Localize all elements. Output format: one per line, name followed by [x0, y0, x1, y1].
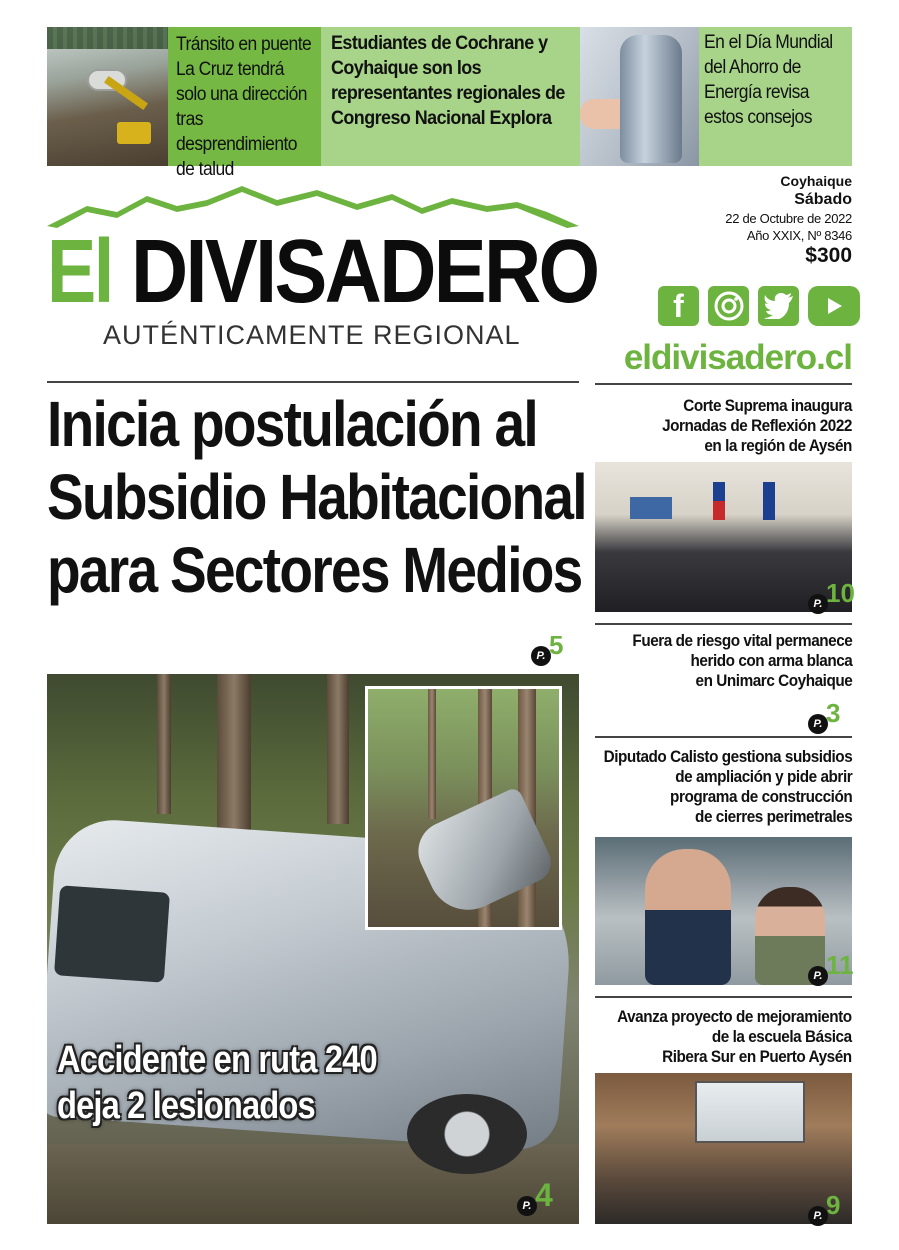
main-headline-line-1: Inicia postulación al — [47, 388, 537, 460]
social-links — [658, 286, 860, 326]
dateline-day: Sábado — [794, 191, 852, 208]
tree-trunk — [428, 689, 436, 819]
dateline-city: Coyhaique — [780, 173, 852, 189]
side-story-3-line-2: de ampliación y pide abrir — [674, 767, 852, 786]
side-story-3-headline[interactable] — [603, 747, 852, 827]
teaser-1-text: Tránsito en puente La Cruz tendrá solo una dirección tras desprendimiento de talud — [176, 34, 312, 180]
website-link[interactable]: eldivisadero.cl — [623, 338, 852, 377]
teaser-1[interactable] — [168, 27, 321, 180]
dateline-date: 22 de Octubre de 2022 — [725, 211, 852, 226]
dateline — [725, 172, 852, 268]
side-story-2-headline[interactable] — [632, 631, 852, 691]
divider-side-3 — [595, 736, 852, 738]
teaser-2[interactable] — [321, 27, 580, 166]
page-badge-icon: P. — [531, 646, 551, 666]
side-story-2-line-3: en Unimarc Coyhaique — [695, 671, 852, 690]
page-badge-icon: P. — [808, 714, 828, 734]
logo-el: El — [47, 222, 112, 322]
side-story-1-headline[interactable] — [662, 396, 852, 456]
divider-main — [47, 381, 579, 383]
page-number: 11 — [826, 950, 854, 980]
side-story-3-line-4: de cierres perimetrales — [694, 807, 852, 826]
kettle-shape — [620, 35, 682, 163]
page-number: 3 — [826, 698, 841, 728]
car-wheel-shape — [407, 1094, 527, 1174]
page-badge-icon: P. — [808, 1206, 828, 1226]
accident-inset-photo[interactable] — [365, 686, 562, 930]
page-number: 5 — [549, 630, 564, 660]
tree-trunk — [327, 674, 349, 824]
regional-flag-shape — [763, 482, 775, 520]
tree-trunk — [157, 674, 171, 814]
side-story-1-line-1: Corte Suprema inaugura — [683, 396, 852, 415]
divider-side-2 — [595, 623, 852, 625]
tagline: AUTÉNTICAMENTE REGIONAL — [103, 320, 521, 350]
photo-headline-line-2: deja 2 lesionados — [57, 1085, 315, 1127]
side-story-4-line-2: de la escuela Básica — [712, 1027, 852, 1046]
side-story-4-line-3: Ribera Sur en Puerto Aysén — [662, 1047, 852, 1066]
chile-flag-shape — [713, 482, 725, 520]
page-number: 9 — [826, 1190, 841, 1220]
main-headline[interactable] — [47, 388, 597, 607]
teaser-2-text: Estudiantes de Cochrane y Coyhaique son los representantes regionales de Congreso Nacional Explora — [331, 32, 565, 129]
side-story-2-page-ref — [808, 700, 840, 734]
side-story-4-line-1: Avanza proyecto de mejoramiento — [617, 1007, 852, 1026]
excavator-shape — [117, 122, 151, 144]
photo-headline[interactable] — [57, 1037, 377, 1129]
trees-decoration — [47, 27, 168, 49]
main-story-page-ref — [531, 632, 563, 666]
teaser-3[interactable] — [699, 27, 852, 166]
projection-screen-shape — [695, 1081, 805, 1143]
twitter-icon[interactable] — [758, 286, 799, 326]
side-story-2-line-2: herido con arma blanca — [690, 651, 852, 670]
facebook-icon[interactable]: f — [658, 286, 699, 326]
side-story-1-line-3: en la región de Aysén — [704, 436, 852, 455]
instagram-icon[interactable] — [708, 286, 749, 326]
side-story-4-page-ref — [808, 1192, 840, 1226]
teaser-photo-excavator[interactable] — [47, 27, 168, 166]
main-headline-line-3: para Sectores Medios — [47, 534, 582, 606]
page-number: 10 — [826, 578, 855, 608]
page-badge-icon: P. — [808, 966, 828, 986]
main-headline-line-2: Subsidio Habitacional — [47, 461, 586, 533]
projection-screen-shape — [630, 497, 672, 519]
side-story-1-line-2: Jornadas de Reflexión 2022 — [662, 416, 852, 435]
side-story-2-line-1: Fuera de riesgo vital permanece — [632, 631, 852, 650]
dateline-issue: Año XXIX, Nº 8346 — [746, 228, 852, 243]
dateline-price: $300 — [805, 244, 852, 267]
side-story-3-line-1: Diputado Calisto gestiona subsidios — [603, 747, 852, 766]
divider-side-4 — [595, 996, 852, 998]
side-story-3-page-ref — [808, 952, 854, 986]
side-story-1-page-ref — [808, 580, 855, 614]
photo-story-page-ref — [517, 1177, 553, 1216]
page-number: 4 — [535, 1177, 553, 1213]
newspaper-logo[interactable] — [47, 222, 661, 322]
side-story-3-line-3: programa de construcción — [669, 787, 852, 806]
car-window-shape — [54, 885, 170, 982]
teaser-3-text: En el Día Mundial del Ahorro de Energía revisa estos consejos — [704, 32, 833, 128]
youtube-icon[interactable] — [808, 286, 860, 326]
page-badge-icon: P. — [517, 1196, 537, 1216]
tree-trunk — [217, 674, 251, 844]
page-badge-icon: P. — [808, 594, 828, 614]
teaser-photo-kettle[interactable] — [580, 27, 699, 166]
logo-divisadero: DIVISADERO — [131, 222, 598, 322]
divider-side-1 — [595, 383, 852, 385]
photo-headline-line-1: Accidente en ruta 240 — [57, 1039, 377, 1081]
side-story-4-headline[interactable] — [617, 1007, 852, 1067]
person-shape — [645, 849, 731, 985]
